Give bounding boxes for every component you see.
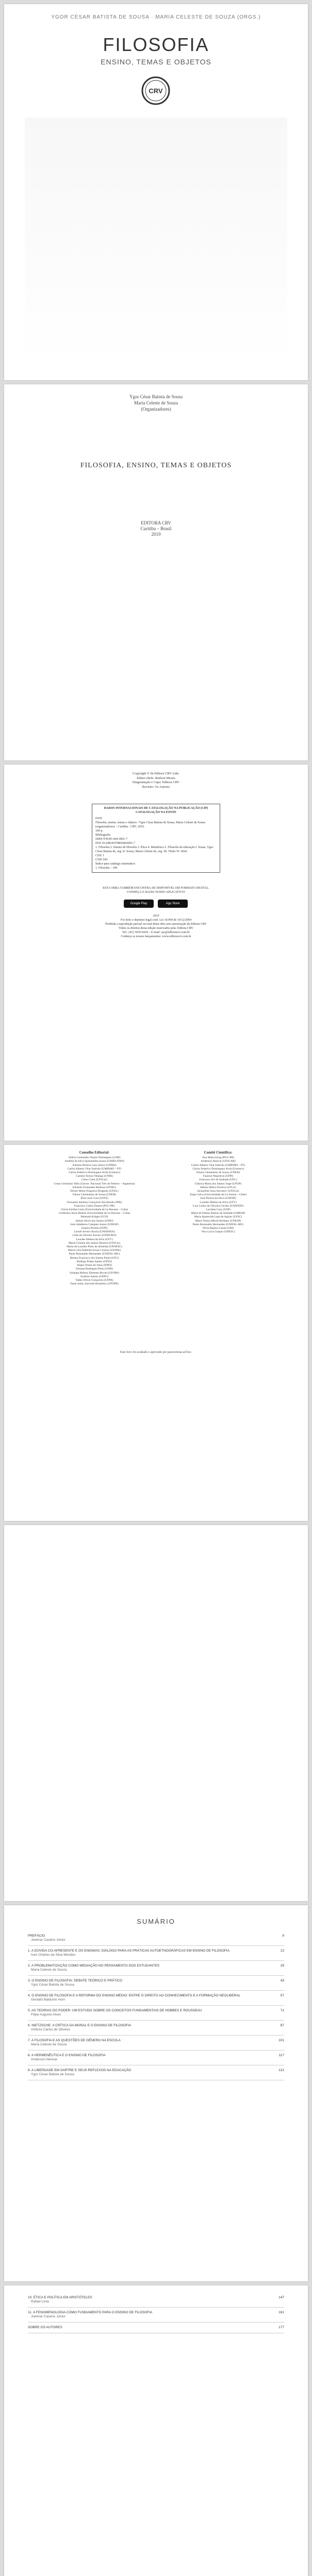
summary-entry-author: Ivan Charles da Silva Mendes xyxy=(31,1953,76,1957)
cip-line: 1. Filosofia – 100 xyxy=(95,867,118,870)
summary-title: SUMÁRIO xyxy=(137,1918,175,1925)
council-member: Sérgio Nunes de Jesus (IFRO) xyxy=(77,1264,112,1267)
council-member: Elizeu Clementino de Souza (UNEB) xyxy=(73,1193,116,1197)
summary-entry-title: 2. A PROBLEMATIZAÇÃO COMO MEDIAÇÃO NO PENSAMENTO DOS ESTUDANTES xyxy=(28,1964,160,1968)
cip-line: Filosofia, ensino, temas e objetos / Ygor César Batista de Sousa, Maria Celeste de Souza (organizadores) – Curitiba : CRV, 2019. xyxy=(95,821,205,828)
council-member: Tania Suely Azevedo Brasileiro (UFOPA) xyxy=(70,1282,119,1286)
summary-entry-page: 131 xyxy=(278,2069,284,2072)
summary-entry[interactable] xyxy=(28,2054,284,2062)
publisher-name: EDITORA CRV xyxy=(141,520,171,526)
cover-subtitle: ENSINO, TEMAS E OBJETOS xyxy=(101,58,211,66)
summary-entry-author: Maria Celeste de Souza xyxy=(31,2043,67,2046)
council-member: Jailson Alves dos Santos (UFRJ) xyxy=(75,1219,113,1223)
cip-line: DOI 10.24824/978854443001.7 xyxy=(95,842,135,845)
google-play-badge[interactable]: Google Play xyxy=(124,900,154,908)
council-member: João Adalberto Campato Junior (UNESP) xyxy=(70,1223,119,1226)
council-member: Francisco Carlos Duarte (PUC-PR) xyxy=(74,1204,115,1208)
council-member: Maria Teresa Miceli Kerbauy (UNESP) xyxy=(195,1219,241,1223)
council-member: Ana Maria Eyng (PUC-PR) xyxy=(202,1156,234,1160)
summary-entry-author: Anderson Alencar xyxy=(31,2058,58,2061)
summary-entry-author: Joelmar Casério Júnior xyxy=(31,1938,65,1942)
summary-entry-title: PREFÁCIO xyxy=(28,1934,45,1938)
council-member: Helmuth Krüger (UCP) xyxy=(80,1215,108,1219)
summary-entry[interactable] xyxy=(28,1949,284,1957)
editorial-council-list xyxy=(40,1156,149,1286)
summary-entry-author: Rafael Lima xyxy=(31,2300,49,2303)
council-member: Maria Cristina dos Santos Bezerra (UFSCar) xyxy=(68,1241,121,1245)
scientific-committee-list xyxy=(164,1156,272,1234)
council-member: Cesar Gerónimo Tello (Univer. Nacional Três de Febrero – Argentina) xyxy=(54,1182,135,1185)
organizer-2: Maria Celeste de Souza xyxy=(134,400,178,405)
summary-entry[interactable] xyxy=(28,2009,284,2017)
summary-entry-title: 7. A FILOSOFIA E AS QUESTÕES DE GÊNERO NA ESCOLA xyxy=(28,2039,121,2042)
editor-chief: Editor-chefe: Railson Moura xyxy=(137,776,175,780)
summary-entry-title: 3. O ENSINO DE FILOSOFIA: DEBATE TEÓRICO E PRÁTICO xyxy=(28,1979,122,1982)
council-member: Jacqueline Sosa Stavanov (UFSCar) xyxy=(197,1190,239,1193)
summary-entry-title: 4. O ENSINO DE FILOSOFIA E A REFORMA DO ENSINO MÉDIO: ENTRE O DIREITO AO CONHECIMENTO E A FORMAÇÃO NEOLIBERAL xyxy=(28,1994,241,1997)
council-member: Carlos Alberto Vilar Estêvão (UMINHO – PT) xyxy=(67,1167,122,1171)
council-member: Maria Lília Imbiriba Sousa Colares (UFOPA) xyxy=(68,1249,121,1252)
publisher-logo-icon xyxy=(140,75,171,106)
summary-entry-author: Filipe Augusto Alves xyxy=(31,2013,61,2016)
summary-divider xyxy=(28,1975,284,1976)
organizer-role: (Organizadores) xyxy=(141,406,171,412)
summary-entry-page: 101 xyxy=(278,2039,284,2042)
summary-page-continued xyxy=(4,2285,308,2576)
summary-entry-author: Geraldo Balduíno Horn xyxy=(31,1998,65,2002)
copyright-block xyxy=(4,772,308,789)
council-member: José Pereira da Silva (UNESP) xyxy=(200,1197,236,1200)
council-member: Carlos Alberto Vilar Estêvão (UMINHO – PT) xyxy=(191,1163,245,1167)
summary-entry-page: 71 xyxy=(280,2009,284,2012)
title-page xyxy=(4,384,308,760)
summary-entry[interactable] xyxy=(28,1979,284,1987)
council-member: Aldira Guimarães Duarte Domínguez (UNB) xyxy=(68,1156,121,1160)
scientific-committee xyxy=(164,1151,272,1234)
cover-background xyxy=(25,117,287,365)
council-member: Guillermo Arias Beatón (Universidade de La Havana – Cuba) xyxy=(58,1212,130,1215)
council-member: Fauston Negreiros (UFPI) xyxy=(203,1175,234,1178)
council-member: Luiz Carlos de Oliveira Cecilio (UNIFESP) xyxy=(192,1204,244,1208)
layout-credit: Diagramação e Capa: Editora CRV xyxy=(132,781,180,784)
cip-line: F478 xyxy=(95,817,102,820)
summary-list-continued xyxy=(28,2296,284,2336)
cip-line: Índice para catálogo sistemático xyxy=(95,862,136,866)
summary-entry[interactable] xyxy=(28,1994,284,2002)
council-member: Simone Rodrigues Pinto (UNB) xyxy=(76,1267,113,1271)
copyright-line: Copyright © da Editora CRV Ltda. xyxy=(133,772,179,775)
revision-credit: Revisão: Os Autores xyxy=(142,785,170,789)
publication-year: 2019 xyxy=(151,532,161,537)
summary-entry[interactable] xyxy=(28,2039,284,2047)
council-member: Josania Portela (UFPI) xyxy=(81,1227,108,1230)
summary-entry-page: 29 xyxy=(280,1964,284,1968)
digital-line: CONHEÇA E BAIXE NOSSO APLICATIVO! xyxy=(126,891,186,894)
publisher-city: Curitiba – Brasil xyxy=(140,526,172,531)
council-member: Eduardo Fernandes Barbosa (UFMG) xyxy=(72,1185,117,1189)
council-member: Maria Aparecida Lapa de Aguiar (UFSC) xyxy=(194,1215,242,1219)
cover-authors: YGOR CÉSAR BATISTA DE SOUSA · MARIA CELESTE DE SOUZA (ORGS.) xyxy=(51,14,261,20)
cip-header: DADOS INTERNACIONAIS DE CATALOGAÇÃO NA PUBLICAÇÃO (CIP) CATALOGAÇÃO NA FONTE xyxy=(104,807,208,814)
summary-divider xyxy=(28,2020,284,2021)
summary-entry-page: 43 xyxy=(280,1979,284,1982)
app-store-badge[interactable]: App Store xyxy=(158,900,188,908)
summary-divider xyxy=(28,2322,284,2323)
council-member: Lourdes Helena da Silva (UFV) xyxy=(200,1200,237,1204)
logo-text: CRV xyxy=(149,87,163,95)
summary-entry-title: 1. A DÚVIDA CO-APRESENTE E OS ENIGMAS: DIÁLOGO PARA AS PRÁTICAS AUTOETNOGRÁFICAS EM ENSINO DE FILOSOFIA xyxy=(28,1949,229,1953)
council-member: Francisco Ari de Andrade (UFC) xyxy=(199,1178,237,1182)
summary-divider xyxy=(28,1960,284,1961)
council-member: Andréia da Silva Quintanilha Sousa (UNIR/UFRN) xyxy=(64,1160,124,1163)
cip-line: CDU 1 xyxy=(95,854,105,857)
summary-page xyxy=(4,1905,308,2281)
council-member: Maria de Fátima Ramos de Andrade (UMESP) xyxy=(191,1212,245,1215)
council-member: Paulo Romualdo Hernandes (UNIFAL-MG) xyxy=(192,1223,244,1226)
legal-line: Proibida a reprodução parcial ou total desta obra sem autorização da Editora CRV xyxy=(105,923,207,926)
summary-entry-author: Joelmar Casério Júnior xyxy=(31,2315,65,2318)
summary-divider xyxy=(28,2307,284,2308)
council-member: Carlos Federico Dominguez Avila (Unieuro) xyxy=(69,1171,120,1175)
summary-entry[interactable] xyxy=(28,2311,284,2319)
legal-line: Foi feito o depósito legal conf. Lei 10.994 de 14/12/2004 xyxy=(120,919,192,922)
summary-entry-title: SOBRE OS AUTORES xyxy=(28,2326,62,2329)
cover-page xyxy=(4,4,308,380)
council-member: Maria de Lourdes Pinto de Almeida (UNOESC) xyxy=(67,1245,122,1249)
summary-entry-title: 10. ÉTICA E POLÍTICA EM ARISTÓTELES xyxy=(28,2296,92,2299)
summary-entry-page: 161 xyxy=(278,2311,284,2314)
cip-record xyxy=(92,804,220,873)
council-member: Fernando Antônio Gonçalves Alcoforado (IPB) xyxy=(67,1200,122,1204)
council-member: Lucilene Cury (USP) xyxy=(206,1208,231,1212)
summary-list xyxy=(28,1934,284,2083)
peer-review-note: Este livro foi avaliado e aprovado por pareceristas ad hoc. xyxy=(120,1351,192,1354)
summary-divider xyxy=(28,1990,284,1991)
summary-entry-title: 8. A HERMENÊUTICA E O ENSINO DE FILOSOFIA xyxy=(28,2054,106,2057)
council-member: Renato Francisco dos Santos Paula (UFG) xyxy=(70,1256,119,1260)
digital-notice xyxy=(4,886,308,894)
summary-entry-title: 6. NIETZSCHE: A CRÍTICA DA MORAL E O ENSINO DE FILOSOFIA xyxy=(28,2024,132,2027)
council-member: Lídia de Oliveira Xavier (UNIEURO) xyxy=(72,1234,117,1238)
cip-line: Bibliografia xyxy=(95,834,110,837)
council-member: Jorge Calvo (Universidade de La Serena – Chile) xyxy=(189,1193,247,1197)
cip-line: 184 p. xyxy=(95,829,103,833)
summary-entry-title: 9. A LIBERDADE EM SARTRE E SEUS REFLEXOS NA EDUCAÇÃO xyxy=(28,2069,132,2072)
summary-entry-page: 57 xyxy=(280,1994,284,1997)
council-member: Solange Helena Ximenes-Rocha (UFOPA) xyxy=(70,1271,119,1275)
summary-entry-author: Antônio Carlos de Oliveira xyxy=(31,2028,70,2031)
cover-title: FILOSOFIA xyxy=(103,34,209,55)
summary-entry-page: 13 xyxy=(280,1949,284,1953)
cip-line: CDD 100 xyxy=(95,858,108,861)
organizer-1: Ygor César Batista de Sousa xyxy=(129,394,183,399)
council-member: Carmen Tereza Velanga (UNIR) xyxy=(76,1175,113,1178)
summary-entry-page: 177 xyxy=(278,2326,284,2329)
legal-line: Todos os direitos desta edição reservados pela: Editora CRV xyxy=(119,927,193,930)
council-page xyxy=(4,1145,308,1521)
summary-entry-author: Ygor César Batista de Sousa xyxy=(31,2073,74,2076)
council-member: Lourdes Helena da Silva (UFV) xyxy=(76,1238,113,1241)
council-member: Paulo Romualdo Hernandes (UNIFAL-MG) xyxy=(69,1252,120,1256)
legal-line: Conheça os nossos lançamentos: www.editoracrv.com.br xyxy=(121,935,191,938)
summary-entry-title: 11. A FENOMENOLOGIA COMO FUNDAMENTO PARA O ENSINO DE FILOSOFIA xyxy=(28,2311,153,2314)
scientific-committee-heading: Comitê Científico: xyxy=(204,1150,233,1155)
book-title: FILOSOFIA, ENSINO, TEMAS E OBJETOS xyxy=(80,462,232,469)
summary-entry-page: 9 xyxy=(282,1934,284,1938)
council-member: Vera Lucia Gaspar (UDESC) xyxy=(201,1230,235,1234)
blank-page xyxy=(4,1525,308,1901)
summary-entry-page: 117 xyxy=(278,2054,284,2057)
council-member: Gláucia Maria dos Santos Jorge (UFOP) xyxy=(194,1182,242,1185)
council-member: Helena Maria Ferreira (UFLA) xyxy=(200,1185,236,1189)
council-member: Sydione Santos (UEPG) xyxy=(80,1275,109,1278)
summary-entry-page: 87 xyxy=(280,2024,284,2027)
summary-entry-author: Maria Celeste de Souza xyxy=(31,1968,67,1972)
summary-entry-page: 147 xyxy=(278,2296,284,2299)
council-member: Leonel Severo Rocha (UNISINOS) xyxy=(74,1230,115,1234)
council-member: Elione Maria Nogueira Diogenes (UFAL) xyxy=(70,1190,119,1193)
council-member: Celso Conti (UFSCar) xyxy=(81,1178,108,1182)
council-member: Gloria Fariñas León (Universidade de La Havana – Cuba) xyxy=(61,1208,128,1212)
legal-notice xyxy=(4,914,308,939)
cip-line: ISBN 978-85-444-3001-7 xyxy=(95,838,128,841)
editorial-council-heading: Conselho Editorial: xyxy=(79,1150,110,1155)
council-member: Tadeu Oliver Gonçalves (UFPA) xyxy=(75,1278,113,1282)
summary-entry[interactable] xyxy=(28,2296,284,2304)
catalog-page xyxy=(4,765,308,1141)
summary-divider xyxy=(28,2035,284,2036)
summary-entry[interactable] xyxy=(28,1934,284,1942)
council-member: Anderson Alencar (UFSCAR) xyxy=(201,1160,236,1163)
legal-line: Tel.: (41) 3039-6418 – E-mail: sac@editoracrv.com.br xyxy=(122,931,190,934)
organizers xyxy=(4,394,308,412)
editorial-council xyxy=(40,1151,149,1286)
summary-divider xyxy=(28,2005,284,2006)
digital-line: ESTA OBRA TAMBÉM ENCONTRA-SE DISPONÍVEL EM FORMATO DIGITAL. xyxy=(103,887,209,890)
summary-entry[interactable] xyxy=(28,1964,284,1972)
council-member: Élsio José Corá (UFFS) xyxy=(80,1197,108,1200)
council-member: Antônio Pereira Gaio Júnior (UFRRJ) xyxy=(72,1163,117,1167)
council-member: Carlos Federico Dominguez Avila (Unieuro) xyxy=(192,1167,244,1171)
summary-entry-title: 5. AS TEORIAS DO PODER: UM ESTUDO SOBRE OS CONCEITOS FUNDAMENTAIS DE HOBBES E ROUSSEAU xyxy=(28,2009,202,2012)
cip-line: 1. Filosofia 2. Ensino de filosofia 3. Ética 4. Metafísica 5. Filosofia da educação I. Sousa, Ygor César Batista de, org. II. Souza, Maria Celeste de, org. III. Título IV. Série xyxy=(95,846,214,853)
summary-divider xyxy=(28,1945,284,1946)
summary-entry[interactable] xyxy=(28,2326,284,2330)
summary-entry[interactable] xyxy=(28,2024,284,2032)
council-member: Elizeu Clementino de Souza (UNEB) xyxy=(196,1171,240,1175)
legal-line: 2019 xyxy=(153,914,159,918)
council-member: Rodrigo Pratte-Santos (UFES) xyxy=(76,1260,112,1263)
summary-entry-author: Ygor César Batista de Sousa xyxy=(31,1983,74,1987)
publisher-info xyxy=(4,520,308,537)
summary-entry[interactable] xyxy=(28,2069,284,2077)
council-member: Silvia Regina Canan (URI) xyxy=(202,1227,234,1230)
